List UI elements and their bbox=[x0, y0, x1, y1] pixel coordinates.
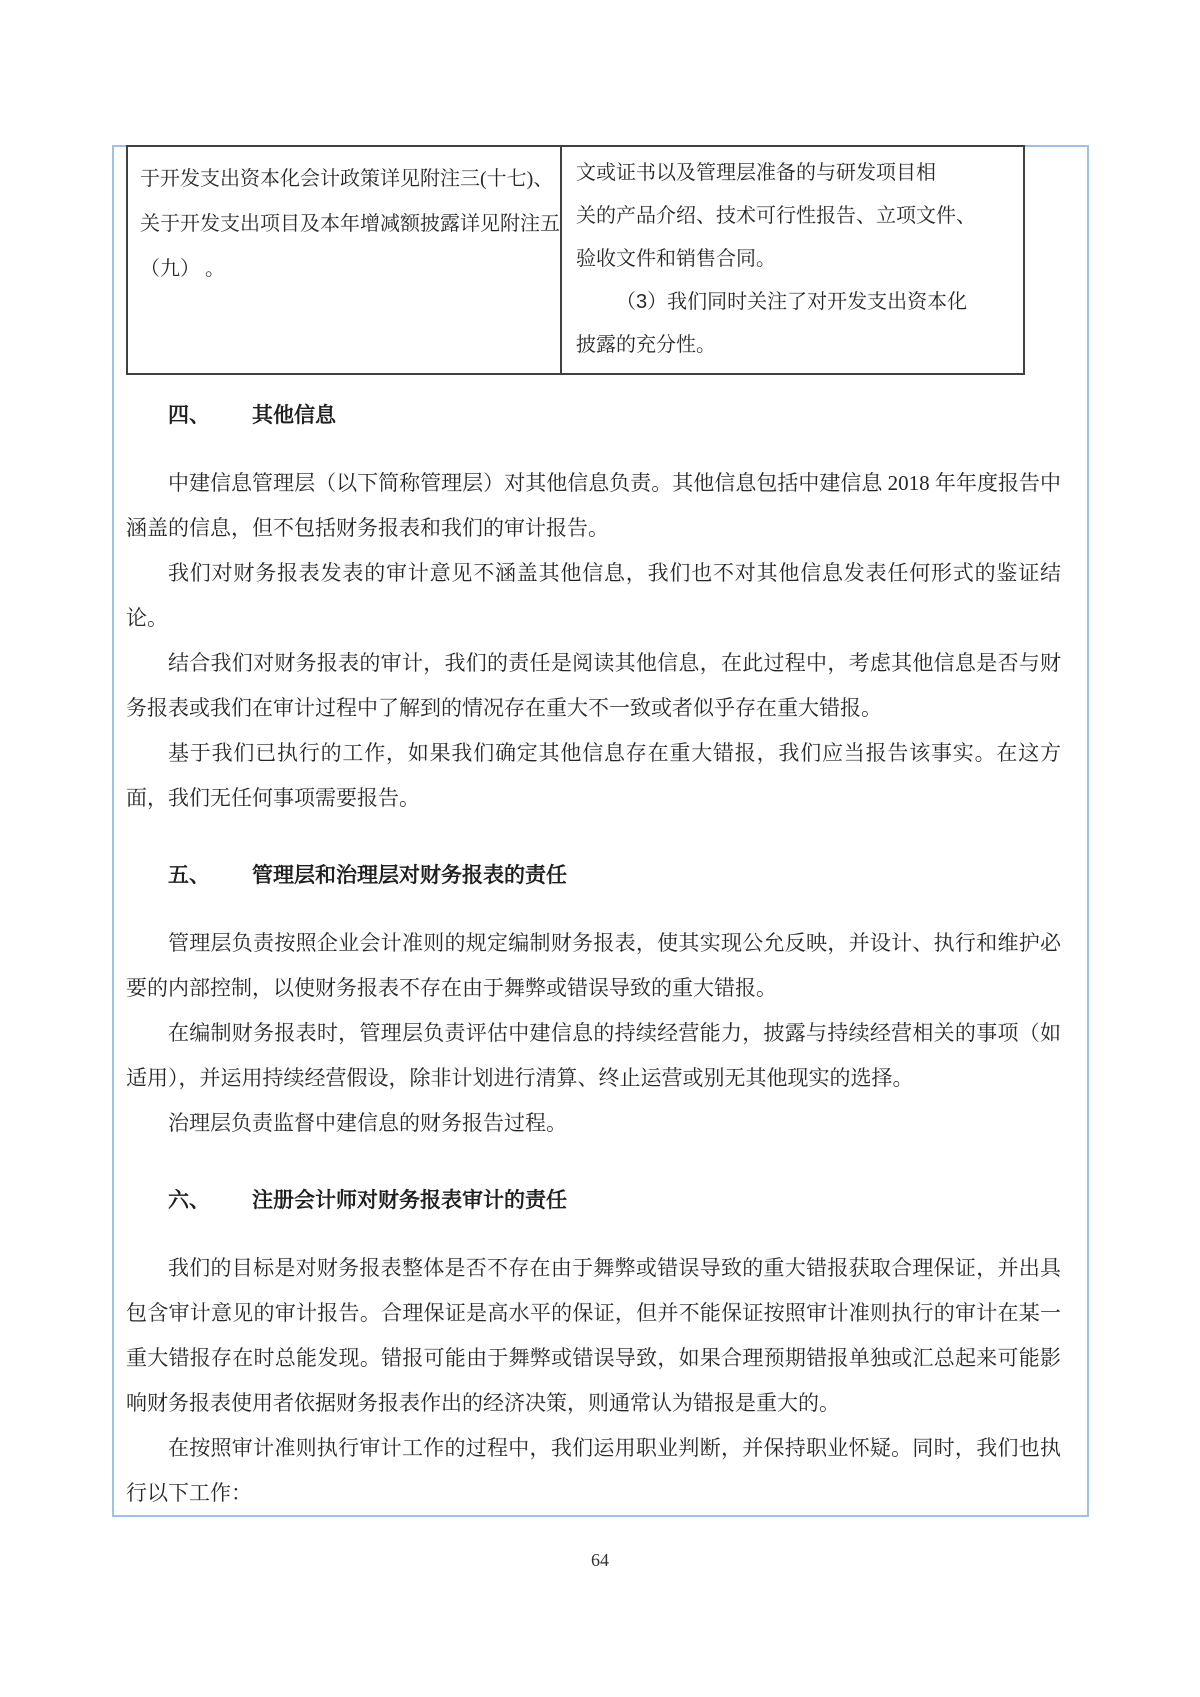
paragraph: 治理层负责监督中建信息的财务报告过程。 bbox=[168, 1111, 567, 1135]
paragraph: 基于我们已执行的工作，如果我们确定其他信息存在重大错报，我们应当报告该事实。在这方面，我们无任何事项需要报告。 bbox=[126, 741, 1061, 810]
paragraph: 管理层负责按照企业会计准则的规定编制财务报表，使其实现公允反映，并设计、执行和维护必要的内部控制，以使财务报表不存在由于舞弊或错误导致的重大错报。 bbox=[126, 931, 1061, 1000]
section-heading bbox=[126, 401, 1061, 431]
table-row bbox=[127, 146, 1024, 374]
section-title: 管理层和治理层对财务报表的责任 bbox=[252, 864, 567, 887]
paragraph: 我们对财务报表发表的审计意见不涵盖其他信息，我们也不对其他信息发表任何形式的鉴证结论。 bbox=[126, 561, 1061, 630]
section-heading bbox=[126, 861, 1061, 891]
section-auditor-responsibility bbox=[126, 1186, 1061, 1516]
page-number: 64 bbox=[591, 1550, 609, 1570]
section-number: 六、 bbox=[168, 1189, 210, 1212]
paragraph: 结合我们对财务报表的审计，我们的责任是阅读其他信息，在此过程中，考虑其他信息是否与财务报表或我们在审计过程中了解到的情况存在重大不一致或者似乎存在重大错报。 bbox=[126, 651, 1061, 720]
section-spacer bbox=[126, 1146, 1061, 1160]
section-heading bbox=[126, 1186, 1061, 1216]
section-other-information bbox=[126, 401, 1061, 821]
content-frame bbox=[112, 145, 1089, 1517]
table-right-line: 披露的充分性。 bbox=[576, 334, 716, 356]
table-right-line: 验收文件和销售合同。 bbox=[576, 248, 776, 270]
table-right-line: 关的产品介绍、技术可行性报告、立项文件、 bbox=[576, 205, 976, 227]
table-left-line: （九） 。 bbox=[140, 258, 225, 280]
table-cell-left bbox=[127, 146, 561, 374]
section-number: 四、 bbox=[168, 404, 210, 427]
section-management-responsibility bbox=[126, 861, 1061, 1146]
table-left-line: 于开发支出资本化会计政策详见附注三(十七)、 bbox=[140, 168, 554, 190]
paragraph: 我们的目标是对财务报表整体是否不存在由于舞弊或错误导致的重大错报获取合理保证，并出具包含审计意见的审计报告。合理保证是高水平的保证，但并不能保证按照审计准则执行的审计在某一重大错报存在时总能发现。错报可能由于舞弊或错误导致，如果合理预期错报单独或汇总起来可能影响财务报表使用者依据财务报表作出的经济决策，则通常认为错报是重大的。 bbox=[126, 1256, 1061, 1415]
section-title: 其他信息 bbox=[252, 404, 336, 427]
table-right-line: 文或证书以及管理层准备的与研发项目相 bbox=[576, 162, 936, 184]
paragraph: 中建信息管理层（以下简称管理层）对其他信息负责。其他信息包括中建信息 2018 年年度报告中涵盖的信息，但不包括财务报表和我们的审计报告。 bbox=[126, 471, 1061, 540]
paragraph: 在按照审计准则执行审计工作的过程中，我们运用职业判断，并保持职业怀疑。同时，我们也执行以下工作： bbox=[126, 1436, 1061, 1505]
section-title: 注册会计师对财务报表审计的责任 bbox=[252, 1189, 567, 1212]
table-cell-right bbox=[561, 146, 1024, 374]
section-number: 五、 bbox=[168, 864, 210, 887]
key-audit-matter-table bbox=[126, 145, 1025, 375]
paragraph: 在编制财务报表时，管理层负责评估中建信息的持续经营能力，披露与持续经营相关的事项（如适用），并运用持续经营假设，除非计划进行清算、终止运营或别无其他现实的选择。 bbox=[126, 1021, 1061, 1090]
table-right-line: （3）我们同时关注了对开发支出资本化 bbox=[616, 291, 968, 313]
section-spacer bbox=[126, 821, 1061, 835]
table-left-line: 关于开发支出项目及本年增减额披露详见附注五 bbox=[140, 213, 560, 235]
